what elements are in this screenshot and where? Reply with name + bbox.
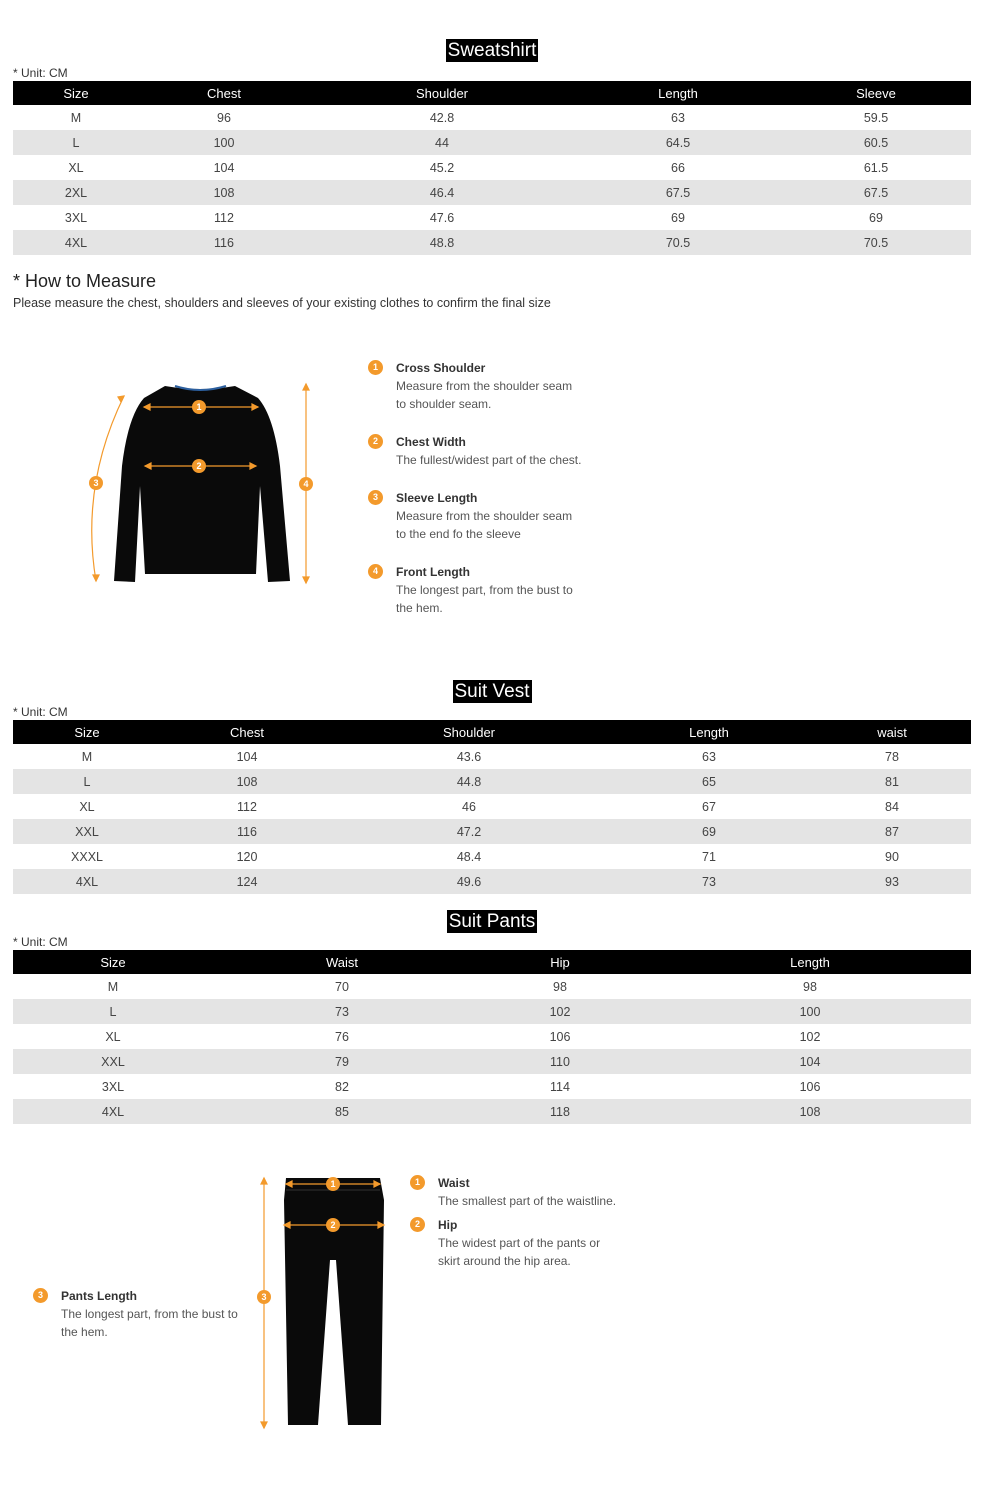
pants-marker-2: 2 — [330, 1220, 336, 1230]
suit-vest-unit: * Unit: CM — [13, 705, 68, 719]
table-cell: 73 — [213, 999, 471, 1024]
table-cell: 120 — [236, 849, 258, 864]
column-header: Length — [575, 81, 781, 105]
column-header: waist — [813, 720, 971, 744]
pants-marker-1: 1 — [330, 1179, 336, 1189]
table-row — [13, 1024, 971, 1049]
table-cell: 73 — [605, 869, 813, 894]
how-to-measure-title: * How to Measure — [13, 271, 157, 291]
pants-legend — [410, 1174, 650, 1270]
column-header: Size — [13, 950, 213, 974]
sweatshirt-title: Sweatshirt — [447, 40, 537, 61]
table-cell: XL — [105, 1029, 121, 1044]
table-cell: 65 — [605, 769, 813, 794]
table-cell: 67.5 — [575, 180, 781, 205]
table-cell: XXXL — [71, 849, 103, 864]
suit-vest-title: Suit Vest — [454, 681, 530, 702]
table-cell: 59.5 — [863, 110, 889, 125]
table-row — [13, 105, 971, 130]
sweatshirt-diagram — [80, 376, 330, 591]
table-cell: 64.5 — [575, 130, 781, 155]
pants-length-legend — [33, 1287, 263, 1341]
table-cell: 3XL — [101, 1079, 125, 1094]
table-row — [13, 844, 971, 869]
suit-pants-size-table — [13, 950, 971, 1124]
sweatshirt-legend — [368, 359, 628, 617]
table-cell: XXL — [13, 1049, 213, 1074]
table-cell: 44 — [309, 130, 575, 155]
table-cell: M — [107, 979, 119, 994]
table-cell: 108 — [139, 180, 309, 205]
suit-vest-size-table — [13, 720, 971, 894]
table-cell: 69 — [671, 210, 685, 225]
table-cell: 79 — [213, 1049, 471, 1074]
table-cell: 47.6 — [429, 210, 455, 225]
table-cell: L — [13, 999, 213, 1024]
table-cell: 82 — [335, 1079, 349, 1094]
table-cell: 67 — [702, 799, 716, 814]
table-cell: 61.5 — [863, 160, 889, 175]
table-cell: 71 — [702, 849, 716, 864]
legend-item: 4 Front Length The longest part, from the bust to the hem. — [368, 563, 628, 617]
table-cell: 84 — [885, 799, 899, 814]
table-cell: 70.5 — [781, 230, 971, 255]
table-cell: 70 — [335, 979, 349, 994]
table-cell: 100 — [139, 130, 309, 155]
table-row — [13, 819, 971, 844]
table-cell: 69 — [605, 819, 813, 844]
table-cell: 67.5 — [781, 180, 971, 205]
table-cell: 104 — [213, 160, 235, 175]
table-row — [13, 180, 971, 205]
table-cell: 112 — [214, 210, 234, 225]
table-cell: 60.5 — [781, 130, 971, 155]
table-cell: M — [70, 110, 82, 125]
table-cell: 81 — [813, 769, 971, 794]
table-cell: 116 — [161, 819, 333, 844]
column-header: Waist — [213, 950, 471, 974]
table-cell: 96 — [217, 110, 231, 125]
table-cell: XL — [68, 160, 84, 175]
table-row — [13, 230, 971, 255]
marker-2: 2 — [196, 461, 202, 471]
table-cell: 44.8 — [333, 769, 605, 794]
table-cell: 48.4 — [456, 849, 482, 864]
marker-3: 3 — [93, 478, 99, 488]
table-row — [13, 999, 971, 1024]
pants-marker-3: 3 — [261, 1292, 267, 1302]
table-cell: 4XL — [13, 1099, 213, 1124]
table-cell: 46 — [462, 799, 476, 814]
table-cell: 63 — [702, 749, 716, 764]
how-to-measure-subtitle: Please measure the chest, shoulders and sleeves of your existing clothes to confirm the final size — [13, 296, 551, 310]
table-cell: 42.8 — [429, 110, 455, 125]
table-cell: L — [13, 130, 139, 155]
table-cell: 118 — [471, 1099, 649, 1124]
table-cell: 45.2 — [429, 160, 455, 175]
legend-item: 1 Waist The smallest part of the waistline. — [410, 1174, 650, 1210]
table-cell: 47.2 — [333, 819, 605, 844]
table-row — [13, 769, 971, 794]
table-cell: 66 — [671, 160, 685, 175]
table-cell: 114 — [550, 1079, 570, 1094]
table-row — [13, 794, 971, 819]
table-cell: 90 — [885, 849, 899, 864]
table-cell: 98 — [803, 979, 817, 994]
table-row — [13, 974, 971, 999]
table-row — [13, 1049, 971, 1074]
column-header: Size — [13, 81, 139, 105]
table-cell: 110 — [471, 1049, 649, 1074]
pants-shape — [284, 1178, 384, 1425]
table-cell: 49.6 — [333, 869, 605, 894]
column-header: Length — [649, 950, 971, 974]
column-header: Sleeve — [781, 81, 971, 105]
table-cell: 70.5 — [575, 230, 781, 255]
suit-pants-title: Suit Pants — [448, 911, 536, 932]
column-header: Chest — [161, 720, 333, 744]
sweatshirt-size-table — [13, 81, 971, 255]
legend-item: 2 Chest Width The fullest/widest part of the chest. — [368, 433, 628, 469]
legend-item: 2 Hip The widest part of the pants or skirt around the hip area. — [410, 1216, 650, 1270]
table-cell: 2XL — [13, 180, 139, 205]
table-cell: 108 — [649, 1099, 971, 1124]
table-cell: 104 — [236, 749, 258, 764]
table-cell: 102 — [471, 999, 649, 1024]
column-header: Length — [605, 720, 813, 744]
table-cell: 3XL — [64, 210, 88, 225]
table-cell: 124 — [161, 869, 333, 894]
pants-diagram — [250, 1170, 400, 1435]
table-cell: 48.8 — [309, 230, 575, 255]
table-row — [13, 869, 971, 894]
column-header: Hip — [471, 950, 649, 974]
table-row — [13, 1074, 971, 1099]
column-header: Shoulder — [333, 720, 605, 744]
table-cell: 116 — [139, 230, 309, 255]
table-cell: 102 — [799, 1029, 821, 1044]
table-cell: 4XL — [13, 230, 139, 255]
legend-item: 1 Cross Shoulder Measure from the shoulder seam to shoulder seam. — [368, 359, 628, 413]
table-row — [13, 744, 971, 769]
suit-pants-unit: * Unit: CM — [13, 935, 68, 949]
table-cell: XL — [79, 799, 95, 814]
table-cell: 106 — [549, 1029, 571, 1044]
legend-item: 3 Pants Length The longest part, from the bust to the hem. — [33, 1287, 263, 1341]
table-cell: XXL — [13, 819, 161, 844]
legend-item: 3 Sleeve Length Measure from the shoulder seam to the end fo the sleeve — [368, 489, 628, 543]
column-header: Size — [13, 720, 161, 744]
table-cell: 87 — [813, 819, 971, 844]
table-cell: 46.4 — [309, 180, 575, 205]
table-cell: 4XL — [13, 869, 161, 894]
column-header: Chest — [139, 81, 309, 105]
table-cell: 78 — [885, 749, 899, 764]
table-row — [13, 205, 971, 230]
table-cell: 112 — [237, 799, 257, 814]
table-cell: 69 — [869, 210, 883, 225]
table-row — [13, 1099, 971, 1124]
column-header: Shoulder — [309, 81, 575, 105]
marker-4: 4 — [303, 479, 309, 489]
table-cell: 106 — [799, 1079, 821, 1094]
table-cell: L — [13, 769, 161, 794]
table-cell: M — [81, 749, 93, 764]
table-cell: 63 — [671, 110, 685, 125]
sweatshirt-unit: * Unit: CM — [13, 66, 68, 80]
table-cell: 108 — [161, 769, 333, 794]
sweatshirt-shape — [114, 386, 290, 582]
table-cell: 93 — [813, 869, 971, 894]
table-cell: 104 — [649, 1049, 971, 1074]
table-cell: 85 — [213, 1099, 471, 1124]
marker-1: 1 — [196, 402, 202, 412]
table-cell: 98 — [553, 979, 567, 994]
table-row — [13, 130, 971, 155]
table-cell: 76 — [335, 1029, 349, 1044]
table-cell: 100 — [649, 999, 971, 1024]
table-cell: 43.6 — [456, 749, 482, 764]
table-row — [13, 155, 971, 180]
